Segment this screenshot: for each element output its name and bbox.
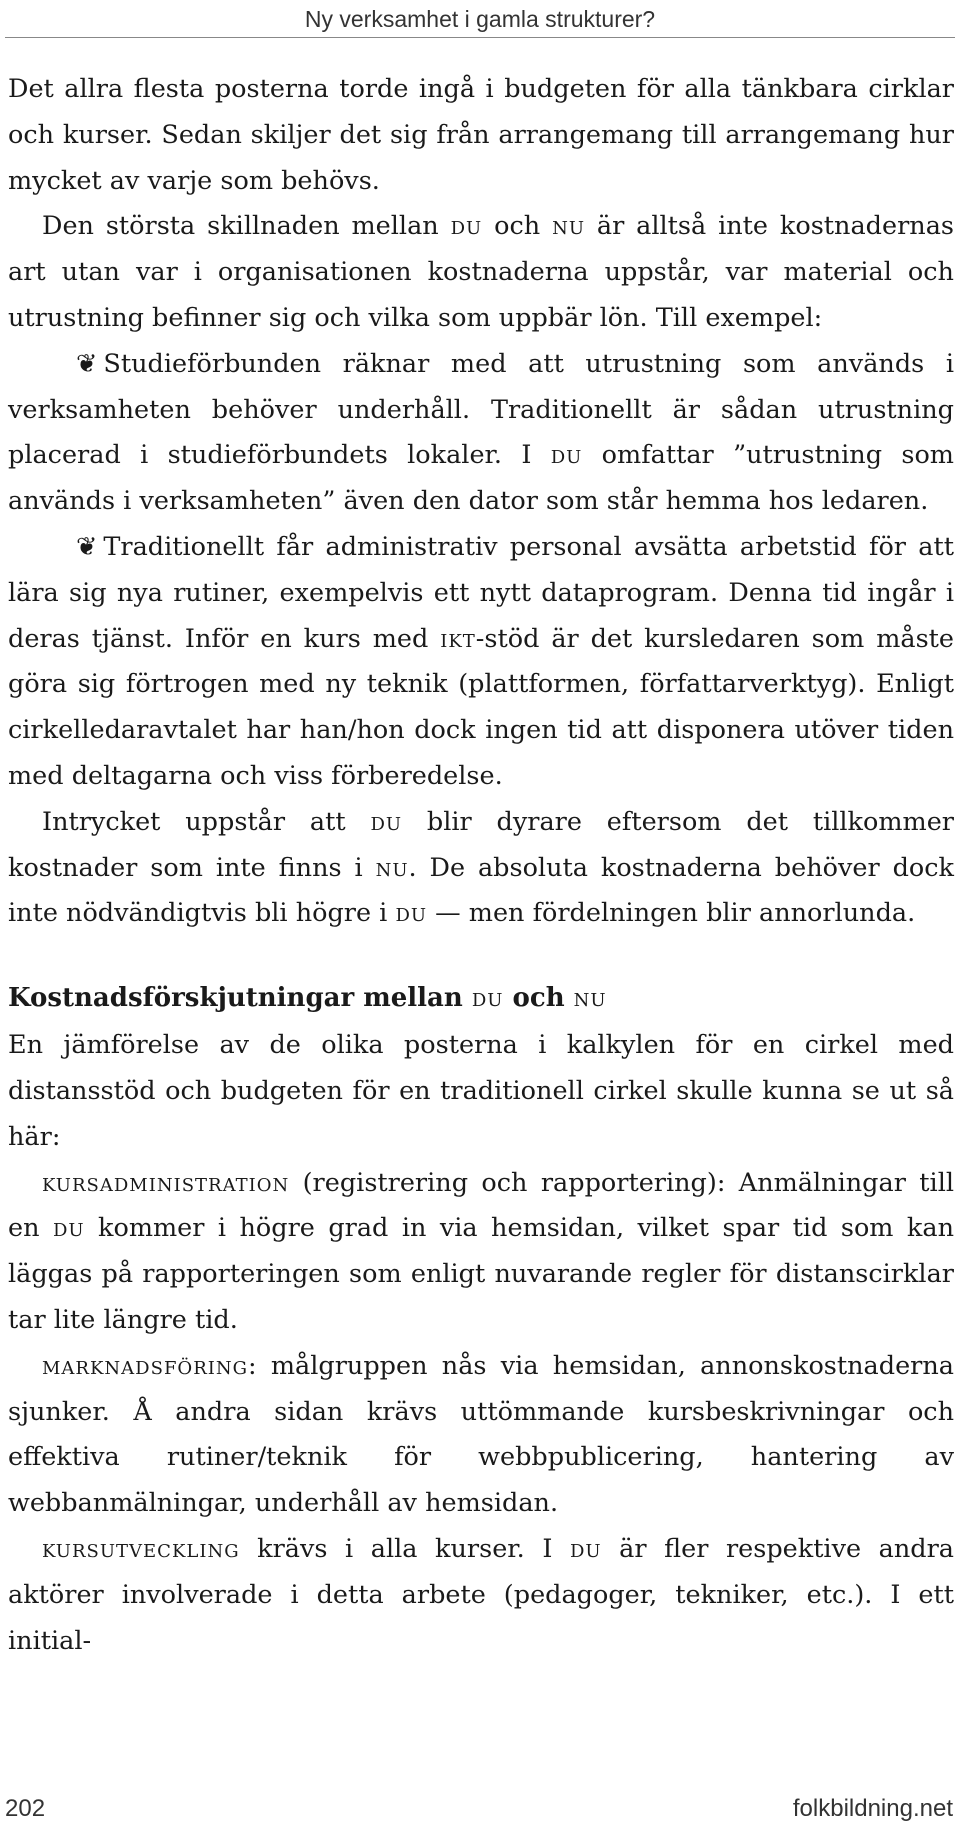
abbrev-du: du xyxy=(395,898,428,929)
abbrev-nu: nu xyxy=(573,983,607,1014)
abbrev-du: du xyxy=(370,806,403,837)
abbrev-nu: nu xyxy=(375,852,409,883)
abbrev-nu: nu xyxy=(552,211,585,242)
page-number: 202 xyxy=(5,1795,46,1822)
text-run: och xyxy=(482,211,553,242)
text-run: omfattar ”utrustning som används i verksamheten” även den dator som står hemma hos ledaren. xyxy=(8,440,954,517)
abbrev-du: du xyxy=(569,1533,602,1564)
text-run: kommer i högre grad in via hemsidan, vilket spar tid som kan läggas på rapporteringen som enligt nuvarande regler för distanscirklar tar lite längre tid. xyxy=(8,1213,954,1335)
paragraph-4 xyxy=(8,525,954,800)
text-run: Den största skillnaden mellan xyxy=(42,211,451,242)
text-run: — men fördelningen blir annorlunda. xyxy=(427,898,916,929)
cost-item-kursadministration xyxy=(8,1161,954,1344)
fleuron-icon: ❦ xyxy=(76,531,98,562)
section-heading xyxy=(8,937,954,1023)
abbrev-du: du xyxy=(471,983,504,1014)
header-divider xyxy=(5,37,955,38)
heading-text: och xyxy=(503,983,574,1014)
footer-site: folkbildning.net xyxy=(792,1795,953,1822)
running-header: Ny verksamhet i gamla strukturer? xyxy=(304,6,656,32)
fleuron-icon: ❦ xyxy=(76,348,98,379)
abbrev-du: du xyxy=(450,211,483,242)
text-run: är alltså inte kostnadernas art utan var i organisationen kostnaderna uppstår, var material och utrustning befinner sig och vilka som uppbär lön. Till exempel: xyxy=(8,211,954,333)
heading-text: Kostnadsförskjutningar mellan xyxy=(8,983,472,1014)
item-term: kursadministration xyxy=(42,1167,290,1198)
text-run: : målgruppen nås via hemsidan, annonskostnaderna sjunker. Å andra sidan krävs uttömmande kursbeskrivningar och effektiva rutiner/teknik för webbpublicering, hantering av webbanmälningar, underhåll av hemsidan. xyxy=(8,1350,954,1519)
text-run: krävs i alla kurser. I xyxy=(239,1533,570,1564)
abbrev-du: du xyxy=(52,1213,85,1244)
cost-item-marknadsforing xyxy=(8,1344,954,1527)
item-term: marknadsföring xyxy=(42,1350,248,1381)
body-text xyxy=(8,67,954,1664)
text-run: (registrering och rapportering): Anmälningar till en xyxy=(8,1167,954,1244)
abbrev-ikt: ikt xyxy=(440,623,476,654)
abbrev-du: du xyxy=(550,440,583,471)
text-run: Intrycket uppstår att xyxy=(42,806,371,837)
paragraph-2 xyxy=(8,204,954,341)
text-run: . De absoluta kostnaderna behöver dock inte nödvändigtvis bli högre i xyxy=(8,852,954,929)
text-run: Traditionellt får administrativ personal avsätta arbetstid för att lära sig nya rutiner, exempelvis ett nytt dataprogram. Denna tid ingår i deras tjänst. Inför en kurs med xyxy=(8,531,954,654)
paragraph-1: Det allra flesta posterna torde ingå i budgeten för alla tänkbara cirklar och kurser. Sedan skiljer det sig från arrangemang till arrangemang hur mycket av varje som behövs. xyxy=(8,74,954,196)
section-intro: En jämförelse av de olika posterna i kalkylen för en cirkel med distansstöd och budgeten för en traditionell cirkel skulle kunna se ut så här: xyxy=(8,1030,954,1152)
text-run: -stöd är det kursledaren som måste göra sig förtrogen med ny teknik (plattformen, författarverktyg). Enligt cirkelledaravtalet har han/hon dock ingen tid att disponera utöver tiden med deltagarna och viss förberedelse. xyxy=(8,623,955,791)
paragraph-3 xyxy=(8,342,954,525)
text-run: blir dyrare eftersom det tillkommer kostnader som inte finns i xyxy=(8,806,954,883)
text-run: är fler respektive andra aktörer involverade i detta arbete (pedagoger, tekniker, etc.). I ett initial- xyxy=(8,1533,954,1656)
cost-item-kursutveckling xyxy=(8,1527,954,1664)
item-term: kursutveckling xyxy=(42,1533,240,1564)
text-run: Studieförbunden räknar med att utrustning som används i verksamheten behöver underhåll. Traditionellt är sådan utrustning placerad i studieförbundets lokaler. I xyxy=(8,348,954,471)
paragraph-5 xyxy=(8,800,954,937)
